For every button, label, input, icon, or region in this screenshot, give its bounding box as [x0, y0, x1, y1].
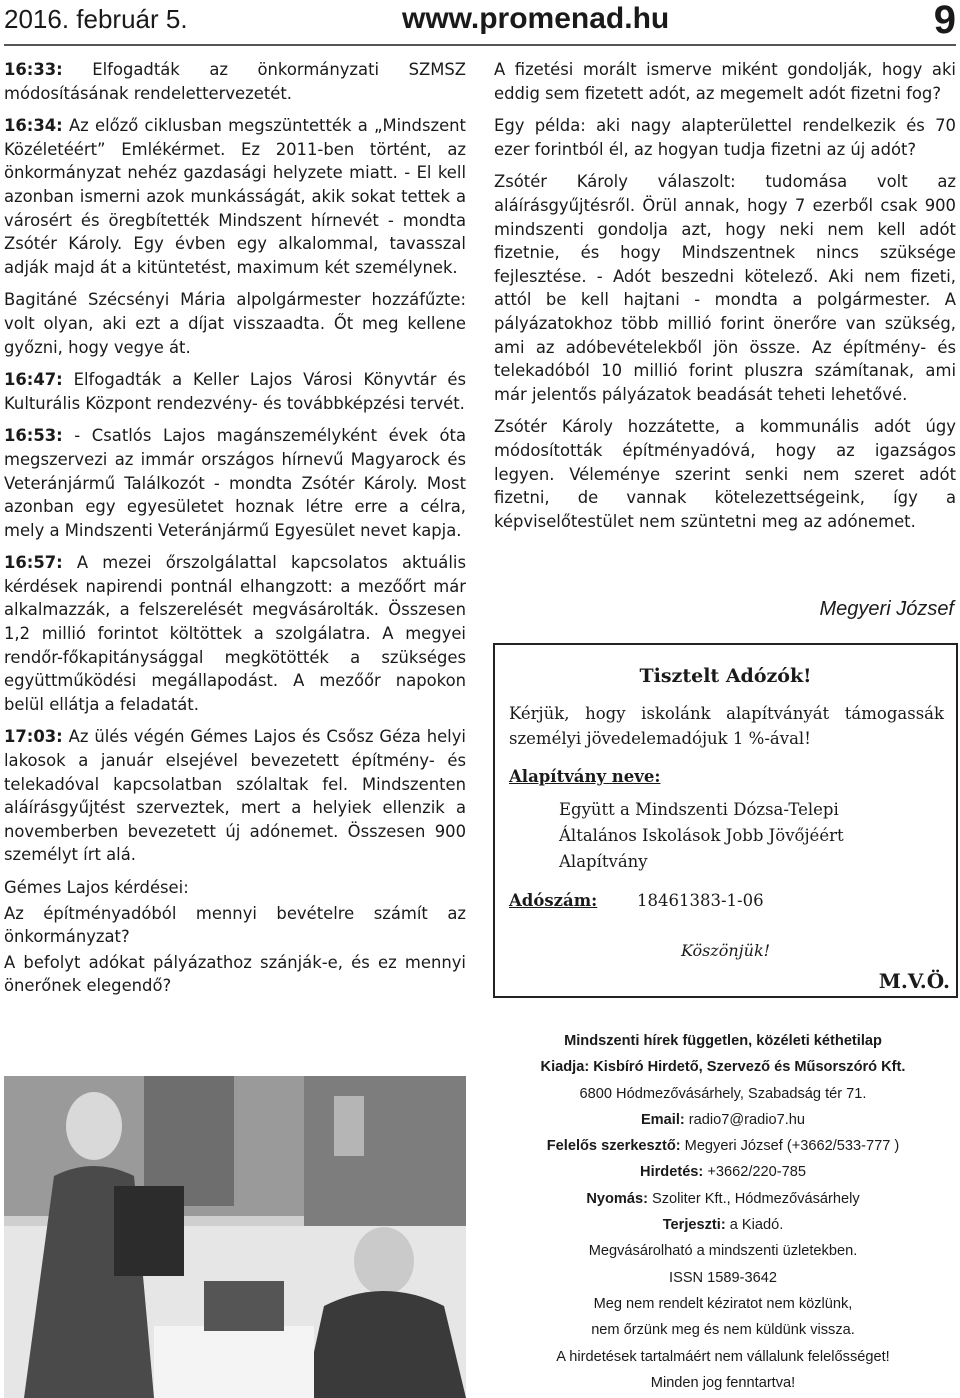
- photo-illustration: [4, 1076, 466, 1398]
- imprint-line: [500, 1159, 946, 1185]
- left-paragraph: [4, 551, 466, 716]
- paragraph-text: Gémes Lajos kérdései:: [4, 878, 189, 897]
- imprint-line: [500, 1265, 946, 1291]
- left-paragraph: [4, 288, 466, 359]
- imprint-label: Email:: [640, 1111, 685, 1128]
- agenda-time: 16:34:: [4, 116, 63, 136]
- paragraph-text: Az ülés végén Gémes Lajos és Csősz Géza helyi lakosok a január elsejével bevezetett építmény- és telekadóval kapcsolatban szólaltak fel. Mindszenten aláírásgyűjtést szerveztek, mert a helyiek ellenzik a novemberben bevezetett új adónemet. Összesen 900 személyt írt alá.: [4, 727, 466, 865]
- foundation-name-line: Együtt a Mindszenti Dózsa-Telepi: [559, 800, 839, 819]
- agenda-time: 17:03:: [4, 727, 63, 747]
- imprint-text: +3662/220-785: [703, 1164, 806, 1181]
- agenda-time: 16:53:: [4, 426, 63, 446]
- ad-text: Kérjük, hogy iskolánk alapítványát támogassák személyi jövedelemadójuk 1 %-ával!: [509, 704, 944, 748]
- imprint-text: Mindszenti hírek független, közéleti kéthetilap: [564, 1033, 882, 1049]
- imprint-label: Hirdetés:: [640, 1164, 704, 1181]
- paragraph-text: Elfogadták a Keller Lajos Városi Könyvtár és Kulturális Központ rendezvény- és továbbképzési tervét.: [4, 370, 466, 413]
- left-article-column: [4, 58, 466, 1000]
- meeting-photo: [4, 1076, 466, 1398]
- publication-imprint: [500, 1028, 946, 1396]
- imprint-text: Megyeri József (+3662/533-777 ): [680, 1138, 900, 1155]
- header-divider: [4, 44, 956, 46]
- left-paragraph: [4, 902, 466, 949]
- issue-date: 2016. február 5.: [4, 4, 188, 34]
- imprint-text: A hirdetések tartalmáért nem vállalunk felelősséget!: [556, 1348, 890, 1365]
- imprint-label: Nyomás:: [586, 1190, 648, 1207]
- imprint-line: [500, 1107, 946, 1133]
- right-paragraph: Zsótér Károly hozzátette, a kommunális adót úgy módosították építményadóvá, hogy az igazságos legyen. Véleménye szerint senki nem szeret adót fizetni, de vannak kötelezettségeink, így a képviselőtestület nem szüntetni meg az adónemet.: [494, 417, 956, 531]
- imprint-line: [500, 1370, 946, 1396]
- left-paragraph: [4, 58, 466, 105]
- agenda-time: 16:57:: [4, 553, 63, 573]
- agenda-time: 16:33:: [4, 60, 63, 79]
- imprint-text: ISSN 1589-3642: [669, 1269, 777, 1286]
- right-article-column: [494, 58, 956, 542]
- paragraph-text: A befolyt adókat pályázathoz szánják-e, és ez mennyi önerőnek elegendő?: [4, 952, 466, 996]
- foundation-ad-box: [493, 643, 958, 998]
- foundation-name-line: Alapítvány: [559, 852, 648, 871]
- imprint-text: Szoliter Kft., Hódmezővásárhely: [647, 1190, 860, 1207]
- ad-thanks: Köszönjük!: [680, 941, 771, 960]
- imprint-line: [500, 1291, 946, 1317]
- imprint-text: Minden jog fenntartva!: [650, 1374, 796, 1391]
- imprint-label: Felelős szerkesztő:: [546, 1138, 681, 1155]
- left-paragraph: [4, 424, 466, 542]
- imprint-line: [500, 1344, 946, 1370]
- imprint-line: [500, 1081, 946, 1107]
- imprint-line: [500, 1238, 946, 1264]
- imprint-line: [500, 1212, 946, 1238]
- left-paragraph: [4, 725, 466, 867]
- imprint-label: Terjeszti:: [662, 1217, 726, 1234]
- tax-number-label: Adószám:: [509, 891, 598, 910]
- left-paragraph: [4, 368, 466, 415]
- right-paragraph: A fizetési morált ismerve miként gondolják, hogy aki eddig sem fizetett adót, az megemelt adót fizetni fog?: [494, 60, 956, 103]
- paragraph-text: Elfogadták az önkormányzati SZMSZ módosításának rendelettervezetét.: [4, 60, 466, 103]
- imprint-text: radio7@radio7.hu: [684, 1111, 806, 1128]
- foundation-name: [559, 797, 844, 875]
- imprint-text: Meg nem rendelt kéziratot nem közlünk,: [593, 1295, 853, 1312]
- tax-number: 18461383-1-06: [637, 891, 764, 910]
- paragraph-text: Bagitáné Szécsényi Mária alpolgármester hozzáfűzte: volt olyan, aki ezt a díjat visszaadta. Őt meg kellene győzni, hogy vegye át.: [4, 290, 466, 357]
- page-header: [4, 0, 956, 46]
- imprint-line: [500, 1186, 946, 1212]
- foundation-name-line: Általános Iskolások Jobb Jövőjéért: [559, 826, 844, 845]
- imprint-text: nem őrzünk meg és nem küldünk vissza.: [591, 1322, 855, 1339]
- imprint-line: [500, 1028, 946, 1054]
- website-link[interactable]: www.promenad.hu: [402, 2, 670, 35]
- author-signature: Megyeri József: [819, 598, 954, 620]
- imprint-text: 6800 Hódmezővásárhely, Szabadság tér 71.: [579, 1085, 867, 1102]
- paragraph-text: Az építményadóból mennyi bevételre számít az önkormányzat?: [4, 903, 466, 947]
- imprint-line: [500, 1317, 946, 1343]
- left-paragraph: [4, 876, 466, 900]
- left-paragraph: [4, 951, 466, 998]
- paragraph-text: A mezei őrszolgálattal kapcsolatos aktuális kérdések napirendi pontnál elhangzott: a mezőőrt már alkalmazzák, a felszerelését megvásárolták. Összesen 1,2 millió forintot költöttek a szolgálatra. A megyei rendőr-főkapitánysággal megkötötték a szükséges együttműködési megállapodást. A mezőőr napokon belül ellátja a feladatát.: [4, 553, 466, 714]
- right-paragraph: Zsótér Károly válaszolt: tudomása volt az aláírásgyűjtésről. Örül annak, hogy 7 ezerből csak 900 mindszenti gondolja azt, hogy neki nem kell adót fizetnie, és hogy Mindszentnek nincs szüksége fejlesztése. - Adót beszedni kötelező. Aki nem fizeti, attól be kell hajtani - mondta a polgármester. A pályázatokhoz több millió forint önerőre van szükség, ami az adóbevételekből jön össze. Az építmény- és telekadóból 10 millió forint pluszra számítanak, ami már jelentős pályázatok beadását teheti lehetővé.: [494, 172, 956, 404]
- left-paragraph: [4, 114, 466, 279]
- paragraph-text: - Csatlós Lajos magánszemélyként évek óta megszervezi az immár országos hírnevű Magyarock és Veteránjármű Találkozót - mondta Zsótér Károly. Most azonban egy egyesületet hoznak létre erre a célra, mely a Mindszenti Veteránjármű Egyesület nevet kapja.: [4, 426, 466, 540]
- imprint-text: a Kiadó.: [725, 1217, 784, 1234]
- imprint-text: Megvásárolható a mindszenti üzletekben.: [588, 1243, 858, 1260]
- imprint-line: [500, 1054, 946, 1080]
- imprint-line: [500, 1133, 946, 1159]
- ad-signature: M.V.Ö.: [878, 969, 950, 993]
- imprint-text: Kiadja: Kisbíró Hirdető, Szervező és Műsorszóró Kft.: [540, 1059, 906, 1076]
- foundation-label: Alapítvány neve:: [509, 767, 661, 786]
- page-number: 9: [933, 0, 956, 42]
- paragraph-text: Az előző ciklusban megszüntették a „Mindszent Közéletéért” Emlékérmet. Ez 2011-ben történt, az önkormányzat nehéz gazdasági helyzete miatt. - El kell azonban ismerni azok munkásságát, akik sokat tettek a városért és öregbítették Mindszent hírnevét - mondta Zsótér Károly. Egy évben egy alkalommal, tavasszal adják majd át a kitüntetést, maximum két személynek.: [4, 116, 466, 277]
- agenda-time: 16:47:: [4, 370, 63, 390]
- right-paragraph: Egy példa: aki nagy alapterülettel rendelkezik és 70 ezer forintból él, az hogyan tudja fizetni az új adót?: [494, 116, 956, 159]
- ad-title: Tisztelt Adózók!: [639, 665, 812, 687]
